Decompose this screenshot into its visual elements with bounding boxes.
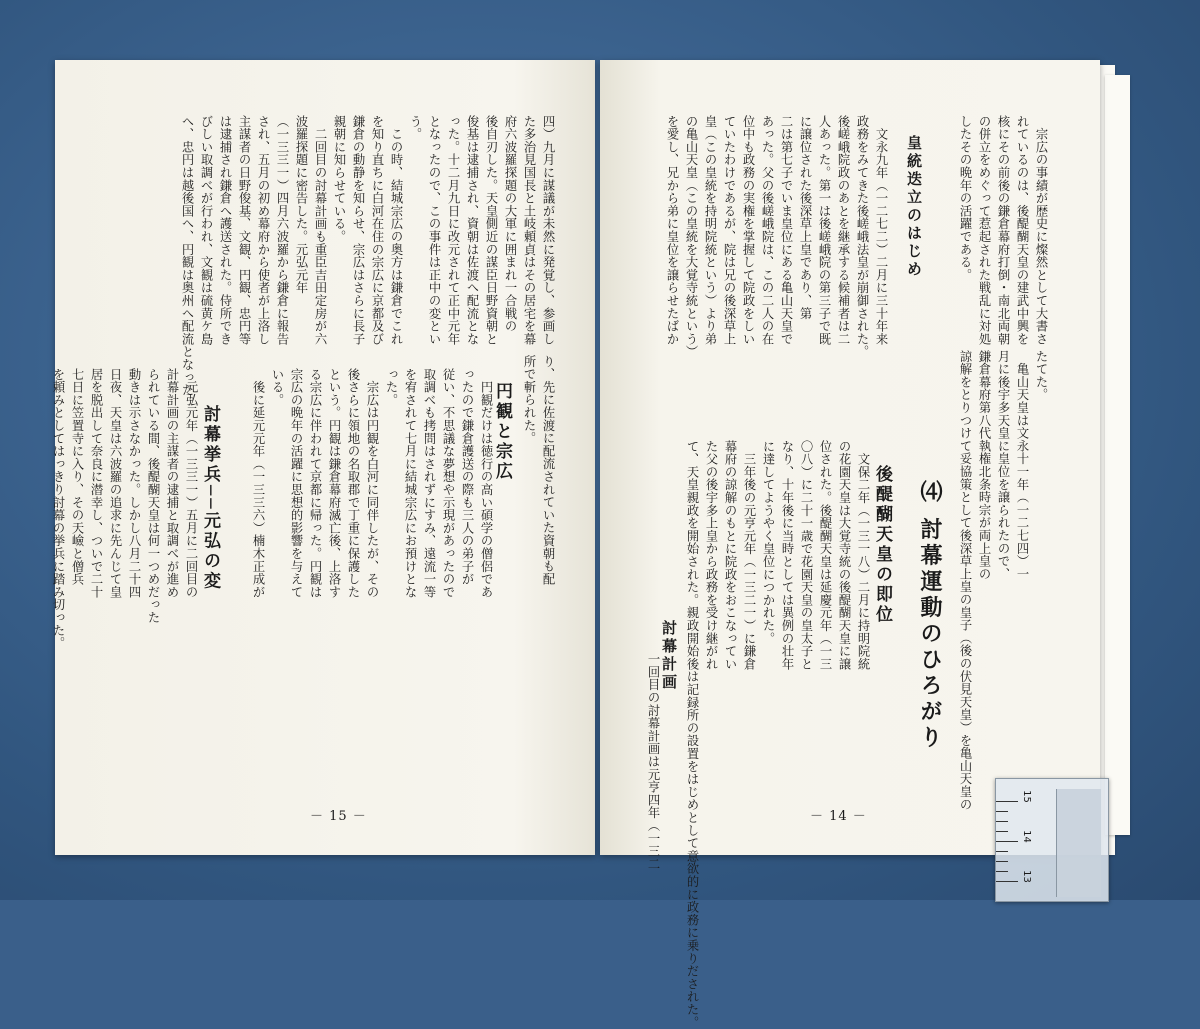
ruler-tick bbox=[996, 841, 1018, 842]
left-upper-text: 四）九月に謀議が未然に発覚し、参画し た多治見国長と土岐頼貞はその居宅を幕 府六波羅探題の大軍に囲まれ一合戦の 後自刃した。天皇側近の謀臣日野資朝と 俊基は逮捕され、資朝は佐渡へ配流とな った。十二月九日に改元されて正中元年 となったので、この事件は正中の変とい う。 この時、結城宗広の奥方は鎌倉でこれ を知り直ちに白河在住の宗広に京都及び 鎌倉の動静を知らせ、宗広はさらに長子 親朝に知らせている。 二回目の討幕計画も重臣吉田定房が六 波羅探題に密告した。元弘元年 （一三三一）四月六波羅から鎌倉に報告 され、五月の初め幕府から使者が上洛し 主謀者の日野俊基、文観、円観、忠円等 は逮捕され鎌倉へ護送された。侍所でき びしい取調べが行われ、文観は硫黄ケ島 へ、忠円は越後国へ、円観は奥州へ配流となった。 bbox=[180, 115, 555, 410]
ruler-label: 15 bbox=[1020, 790, 1032, 803]
section-heading-kyohei: 討幕挙兵──元弘の変 bbox=[200, 405, 220, 592]
measuring-ruler bbox=[995, 778, 1109, 902]
right-upper-intro: 宗広の事績が歴史に燦然として大書さ れているのは、後醍醐天皇の建武中興を 核にその前後の鎌倉幕府打倒・南北両朝 の併立をめぐって惹起された戦乱に対処 したその晩年の活躍である。 bbox=[958, 115, 1048, 346]
page-number-14: － 14 － bbox=[810, 809, 867, 824]
right-upper-body: 文永九年（一二七二）二月に三十年来 政務をみてきた後嵯峨法皇が崩御された。 後嵯峨院政のあとを継承する候補者は二 人あった。第一は後嵯峨院の第三子で既 に譲位された後深草上皇であり、第 二は第七子でいま皇位にある亀山天皇で あった。父の後嵯峨院は、この二人の在 位中も政務の実権を掌握して院政をしい ていたわけであるが、院は兄の後深草上 皇（この皇統を持明院統という）より弟 の亀山天皇（この皇統を大覚寺統という） を愛し、兄から弟に皇位を譲らせたばか bbox=[665, 115, 888, 359]
ruler-tick bbox=[996, 831, 1008, 832]
chapter-heading-tobaku: ⑷ 討幕運動のひろがり bbox=[917, 480, 942, 752]
ruler-tick bbox=[996, 861, 1008, 862]
ruler-clip bbox=[1056, 789, 1101, 897]
section-heading-godaigo: 後醍醐天皇の即位 bbox=[872, 465, 892, 625]
ruler-tick bbox=[996, 811, 1008, 812]
left-page bbox=[51, 60, 595, 855]
ruler-tick bbox=[996, 851, 1008, 852]
section-heading-kotou: 皇統迭立のはじめ bbox=[905, 135, 923, 279]
page-stack-edge-2 bbox=[1105, 75, 1130, 835]
left-lower-text-b: 円観だけは徳行の高い碩学の僧侶であ ったので鎌倉護送の際も三人の弟子が 従い、不思議な夢想や示現があったので 取調べも拷問はされずにすみ、遠流一等 を宥されて七月に結城宗広にお預けとな った。 宗広は円観を白河に同伴したが、その 後さらに領地の名取郡で丁重に保護した という。円観は鎌倉幕府滅亡後、上洛す る宗広に伴われて京都に帰った。円観は 宗広の晩年の活躍に思想的影響を与えて いる。 後に延元元年（一三三六）楠木正成が bbox=[251, 368, 493, 599]
ruler-tick bbox=[996, 881, 1018, 882]
left-lower-text-c: 元弘元年（一三三一）五月に二回目の 計幕計画の主謀者の逮捕と取調べが進め られている間、後醍醐天皇は何一つめだった 動きは示さなかった。しかし八月二十四 日夜、天皇は六波羅の追求に先んじて皇 居を脱出して奈良に潜幸し、ついで二十 七日に笠置寺に入り、その天嶮と僧兵 を頼みとしてはっきり討幕の挙兵に踏み切った。 bbox=[51, 368, 198, 650]
ruler-tick bbox=[996, 871, 1008, 872]
right-lower-c: 一回目の討幕計画は元亨四年（一三二 bbox=[646, 640, 660, 871]
ruler-tick bbox=[996, 801, 1018, 802]
ruler-label: 14 bbox=[1020, 830, 1032, 843]
right-lower-b: 文保二年（一三一八）二月に持明院統 の花園天皇は大覚寺統の後醍醐天皇に譲 位された。後醍醐天皇は延慶元年（一三 〇八）に二十一歳で花園天皇の皇太子と なり、十年後に当時としては異例の壮年 に達してようやく皇位につかれた。 三年後の元亨元年（一三二一）に鎌倉 幕府の諒解のもとに院政をおこなってい た父の後宇多上皇から政務を受け継がれ て、天皇親政を開始された。親政開始後は記録所の設置をはじめとして意欲的に政務に乗りだされた。 bbox=[685, 440, 870, 1029]
right-lower-a: たてた。 亀山天皇は文永十一年（一二七四）一 月に後宇多天皇に皇位を譲られたので、 鎌倉幕府第八代執権北条時宗が両上皇の 諒解をとりつけて妥協策として後深草上皇の皇子（後の伏見天皇）を亀山天皇の bbox=[958, 350, 1048, 811]
left-lower-text-a: り、先に佐渡に配流されていた資朝も配 所で斬られた。 bbox=[522, 355, 555, 586]
ruler-label: 13 bbox=[1020, 870, 1032, 883]
ruler-tick bbox=[996, 821, 1008, 822]
section-heading-enkan: 円観と宗広 bbox=[492, 382, 512, 482]
section-heading-keikaku: 討幕計画 bbox=[660, 620, 678, 692]
page-number-15: － 15 － bbox=[310, 809, 367, 824]
